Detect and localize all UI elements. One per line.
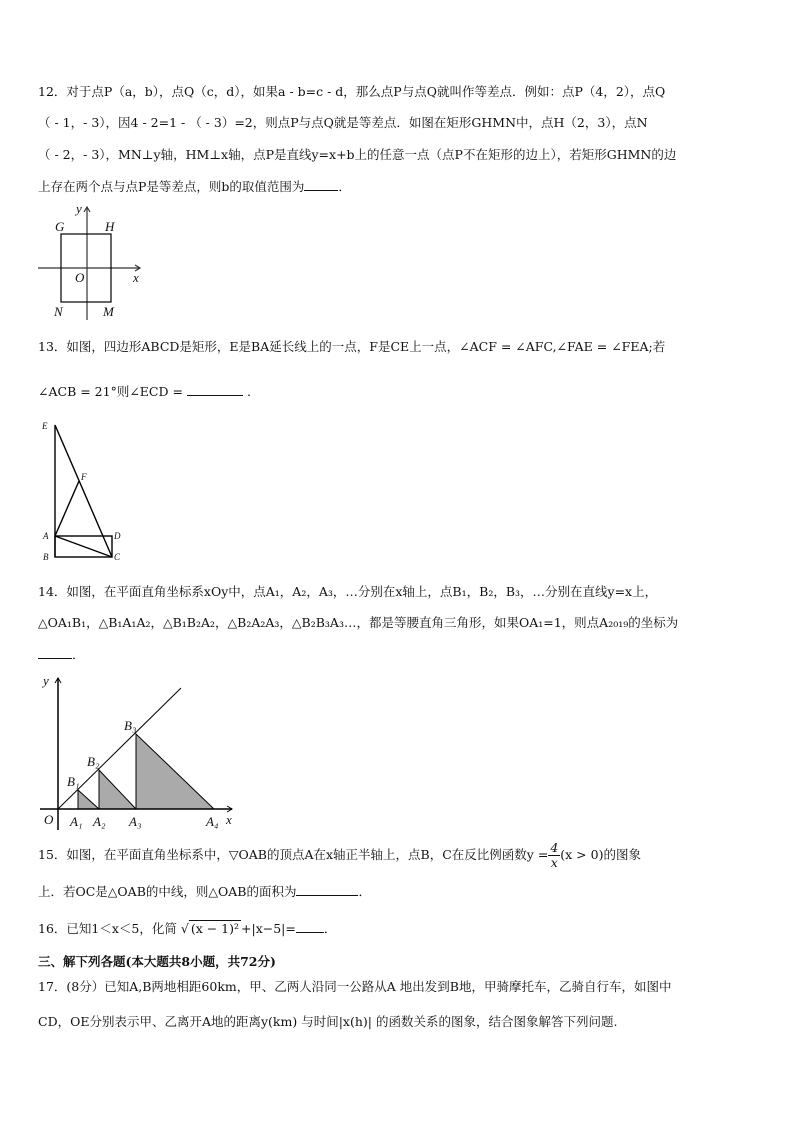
q16-text-b: +|x−5|= (241, 921, 296, 936)
label-A1: A₁ (70, 814, 83, 829)
q17-line-2: CD，OE分别表示甲、乙离开A地的距离y(km) 与时间|x(h)| 的函数关系的图象，结合图象解答下列问题. (38, 1014, 618, 1029)
q14-end: ． (72, 647, 85, 662)
label-B: B (43, 552, 49, 562)
triangle-B1A1A2 (78, 790, 99, 809)
triangle-B2A2A3 (99, 770, 136, 809)
answer-blank (38, 646, 72, 659)
numerator: 4 (550, 840, 559, 855)
section-heading: 三、解下列各题(本大题共8小题，共72分) (38, 954, 276, 969)
label-A2: A₂ (93, 814, 106, 829)
fraction-4-over-x (548, 841, 560, 870)
label-A3: A₃ (129, 814, 142, 829)
label-M: M (103, 304, 114, 319)
figure-isosceles-triangles (40, 678, 232, 830)
label-F: F (81, 472, 87, 482)
label-C: C (114, 552, 121, 562)
label-O: O (44, 812, 54, 827)
label-A: A (43, 531, 49, 541)
label-N: N (54, 304, 63, 319)
line-AC (55, 536, 112, 557)
denominator: x (550, 855, 558, 870)
answer-blank (296, 883, 358, 896)
label-A4: A₄ (206, 814, 219, 829)
answer-blank (296, 920, 324, 933)
sqrt-expression: (x − 1)² (190, 921, 240, 936)
q12-line-3: （ - 2，- 3），MN⊥y轴，HM⊥x轴，点P是直线y=x+b上的任意一点（点P不在矩形的边上），若矩形GHMN的边 (38, 147, 677, 162)
label-O: O (75, 270, 85, 285)
q16-end: ． (323, 921, 337, 936)
q17-line-1: 17．(8分）已知A,B两地相距60km，甲、乙两人沿同一公路从A 地出发到B地，甲骑摩托车，乙骑自行车，如图中 (38, 979, 672, 994)
q16-text: 16．已知1＜x＜5，化简 (38, 921, 177, 936)
label-G: G (55, 219, 65, 234)
label-y: y (43, 673, 49, 688)
q15-text-a: 15．如图，在平面直角坐标系中，▽OAB的顶点A在x轴正半轴上，点B，C在反比例函数y = (38, 847, 549, 862)
q13-text: ∠ACB = 21°则∠ECD = (38, 384, 183, 399)
question-16: 16．已知1＜x＜5，化简 √ (x − 1)² +|x−5|= ． (38, 921, 337, 936)
label-B1: B₁ (67, 774, 80, 789)
q12-end: ． (338, 179, 351, 194)
label-x: x (133, 270, 139, 285)
q15-end: ． (358, 884, 371, 899)
q12-text: 上存在两个点与点P是等差点，则b的取值范围为 (38, 179, 305, 194)
q13-end: . (246, 384, 251, 399)
figure-rectangle-abcd (55, 425, 112, 557)
line-AF (55, 481, 79, 536)
q12-line-2: （ - 1，- 3），因4 - 2=1 - （ - 3）=2，则点P与点Q就是等差点．如图在矩形GHMN中，点H（2，3），点N (38, 115, 648, 130)
q14-line-2: △OA₁B₁，△B₁A₁A₂，△B₁B₂A₂，△B₂A₂A₃，△B₂B₃A₃…，都是等腰直角三角形，如果OA₁=1，则点A₂₀₁₉的坐标为 (38, 615, 679, 630)
label-E: E (42, 421, 48, 431)
label-D: D (114, 531, 121, 541)
q13-line-2 (38, 383, 251, 400)
label-x: x (226, 812, 232, 827)
q15-line-1 (38, 840, 641, 870)
answer-blank (187, 383, 243, 396)
label-B3: B₃ (124, 718, 137, 733)
q12-line-1: 12．对于点P（a，b），点Q（c，d），如果a - b=c - d，那么点P与点Q就叫作等差点．例如：点P（4，2），点Q (38, 84, 666, 99)
line-EC (55, 425, 112, 557)
q15-line-2 (38, 883, 371, 900)
q14-line-3 (38, 646, 85, 663)
label-H: H (105, 219, 115, 234)
q13-line-1: 13．如图，四边形ABCD是矩形，E是BA延长线上的一点，F是CE上一点，∠ACF = ∠AFC,∠FAE = ∠FEA;若 (38, 339, 666, 354)
q14-line-1: 14．如图，在平面直角坐标系xOy中，点A₁，A₂，A₃，…分别在x轴上，点B₁，B₂，B₃，…分别在直线y=x上， (38, 584, 658, 599)
label-B2: B₂ (87, 754, 100, 769)
q15-text: 上．若OC是△OAB的中线，则△OAB的面积为 (38, 884, 297, 899)
q15-text-b: (x > 0)的图象 (560, 847, 641, 862)
triangle-B3A3A4 (136, 734, 214, 809)
label-y: y (76, 201, 82, 216)
